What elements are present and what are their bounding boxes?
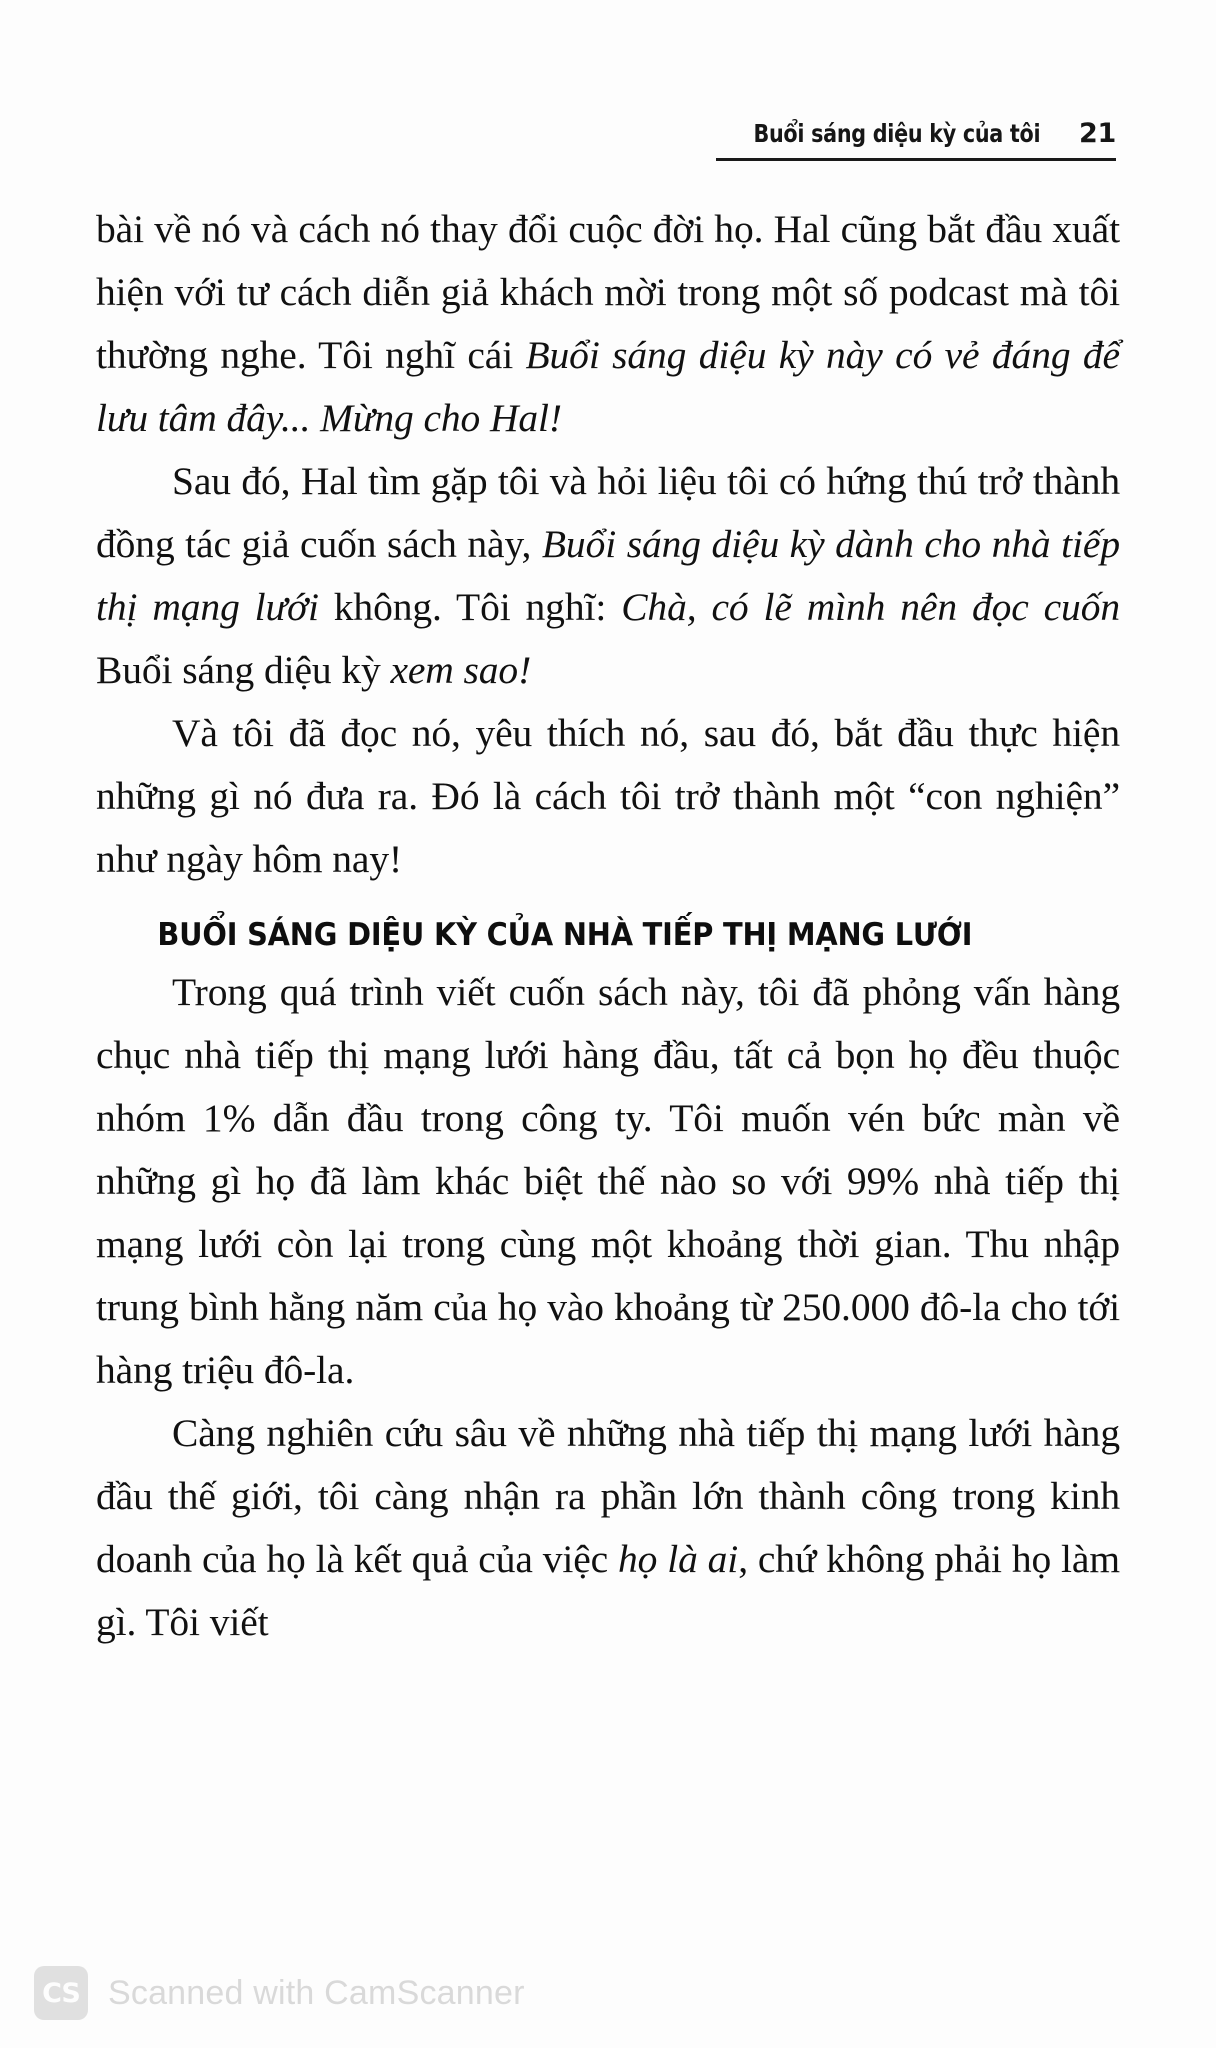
text-run: Sau đó, Hal tìm gặp tôi và hỏi liệu tôi có hứng thú trở thành đồng tác giả cuốn sách này, bbox=[96, 459, 1120, 566]
section-heading: BUỔI SÁNG DIỆU KỲ CỦA NHÀ TIẾP THỊ MẠNG LƯỚI bbox=[157, 917, 973, 953]
camscanner-watermark-text: Scanned with CamScanner bbox=[108, 1973, 525, 2012]
paragraph-3 bbox=[96, 702, 1120, 891]
text-run: bài về nó và cách nó thay đổi cuộc đời họ. Hal cũng bắt đầu xuất hiện với tư cách diễn giả khách mời trong một số podcast mà tôi thường nghe. Tôi nghĩ cái bbox=[96, 207, 1120, 377]
text-run: Chà, có lẽ mình nên đọc cuốn bbox=[621, 585, 1121, 629]
running-head-title: Buổi sáng diệu kỳ của tôi bbox=[753, 119, 1041, 148]
text-run: Càng nghiên cứu sâu về những nhà tiếp thị mạng lưới hàng đầu thế giới, tôi càng nhận ra phần lớn thành công trong kinh doanh của họ là kết quả của việc bbox=[96, 1411, 1120, 1581]
running-head bbox=[696, 118, 1116, 149]
text-run: Buổi sáng diệu kỳ này có vẻ đáng để lưu tâm đây... Mừng cho Hal! bbox=[96, 333, 1120, 440]
text-run: Buổi sáng diệu kỳ dành cho nhà tiếp thị mạng lưới bbox=[96, 522, 1120, 629]
text-run: họ là ai bbox=[618, 1537, 739, 1581]
header-rule bbox=[716, 158, 1116, 161]
paragraph-4 bbox=[96, 961, 1120, 1402]
text-run: xem sao! bbox=[390, 648, 532, 692]
text-run: không. Tôi nghĩ: bbox=[318, 585, 622, 629]
page-body bbox=[96, 198, 1120, 1654]
page-number: 21 bbox=[1079, 118, 1116, 149]
text-run: , chứ không phải họ làm gì. Tôi viết bbox=[96, 1537, 1120, 1644]
paragraph-1 bbox=[96, 198, 1120, 450]
text-run: Và tôi đã đọc nó, yêu thích nó, sau đó, bắt đầu thực hiện những gì nó đưa ra. Đó là cách tôi trở thành một “con nghiện” như ngày hôm nay! bbox=[96, 711, 1120, 881]
paragraph-2 bbox=[96, 450, 1120, 702]
camscanner-watermark bbox=[34, 1966, 525, 2020]
camscanner-logo-icon: CS bbox=[34, 1966, 88, 2020]
text-run: Trong quá trình viết cuốn sách này, tôi đã phỏng vấn hàng chục nhà tiếp thị mạng lưới hàng đầu, tất cả bọn họ đều thuộc nhóm 1% dẫn đầu trong công ty. Tôi muốn vén bức màn về những gì họ đã làm khác biệt thế nào so với 99% nhà tiếp thị mạng lưới còn lại trong cùng một khoảng thời gian. Thu nhập trung bình hằng năm của họ vào khoảng từ 250.000 đô-la cho tới hàng triệu đô-la. bbox=[96, 970, 1120, 1392]
paragraph-5 bbox=[96, 1402, 1120, 1654]
text-run: Buổi sáng diệu kỳ bbox=[96, 648, 391, 692]
